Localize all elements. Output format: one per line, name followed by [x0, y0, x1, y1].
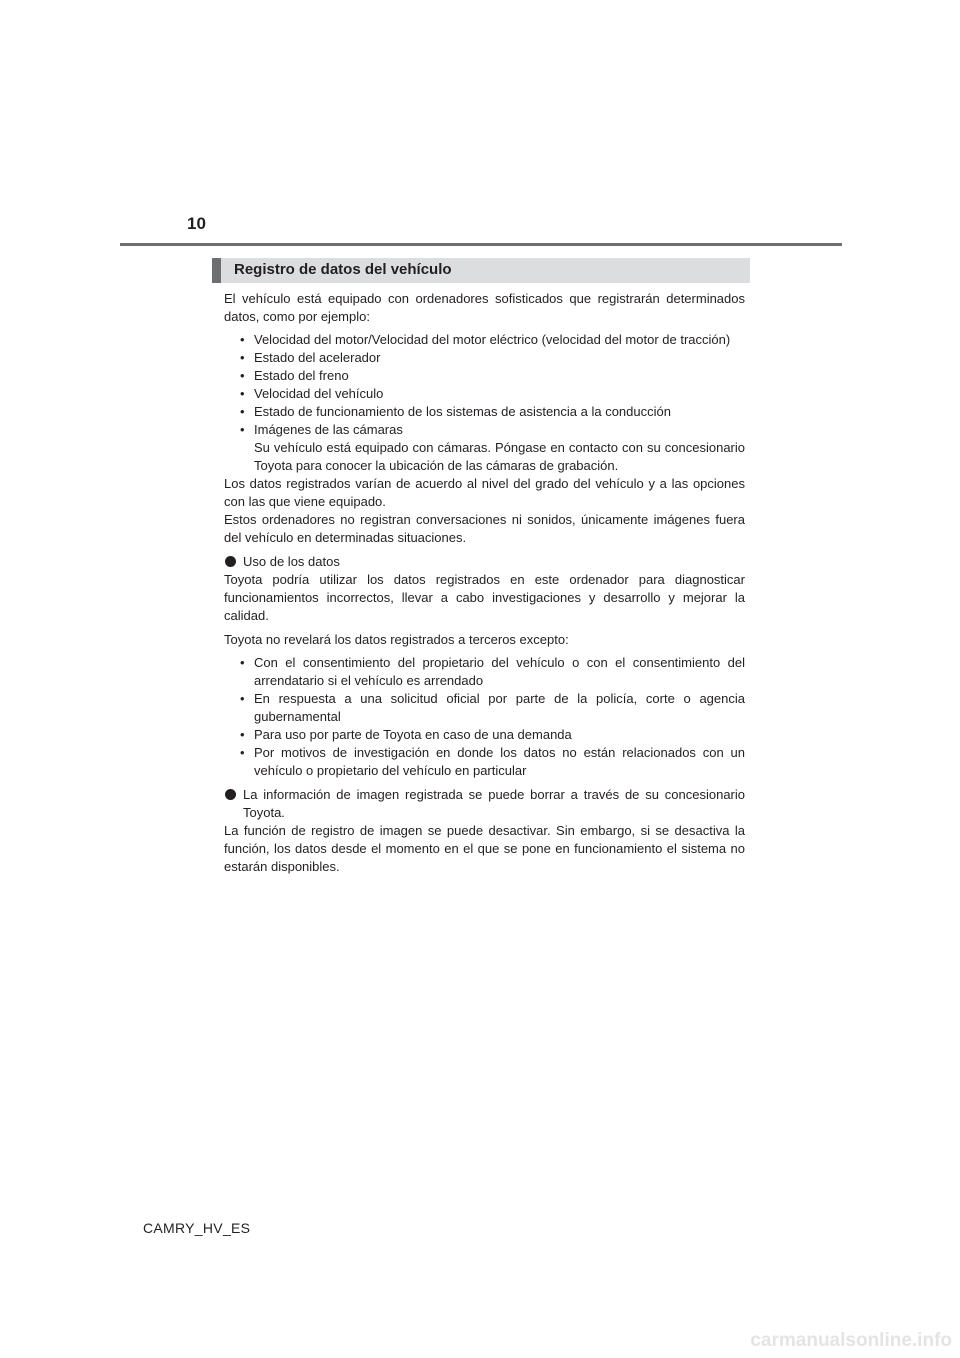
page-number: 10 — [187, 214, 206, 233]
disclosure-list — [224, 654, 745, 780]
image-disable-paragraph: La función de registro de imagen se puede desactivar. Sin embargo, si se desactiva la función, los datos desde el momento en el que se pone en funcionamiento el sistema no estarán disponibles. — [224, 823, 745, 874]
section-title: Registro de datos del vehículo — [234, 261, 452, 278]
footer-code: CAMRY_HV_ES — [143, 1220, 251, 1236]
section-header — [212, 258, 750, 283]
bullet-dot-icon — [225, 789, 236, 800]
header-rule — [120, 243, 842, 246]
list-item: • Por motivos de investigación en donde los datos no están relacionados con un vehículo o propietario del vehículo en particular — [224, 744, 745, 780]
image-delete-text: La información de imagen registrada se puede borrar a través de su concesionario Toyota. — [243, 787, 745, 820]
body-content — [224, 290, 745, 876]
list-item: • Con el consentimiento del propietario del vehículo o con el consentimiento del arrendatario si el vehículo es arrendado — [224, 654, 745, 690]
image-delete-item — [224, 786, 745, 822]
bullet-dot-icon — [225, 556, 236, 567]
recorded-data-list — [224, 331, 745, 475]
list-item: • Para uso por parte de Toyota en caso de una demanda — [224, 726, 745, 744]
use-heading: Uso de los datos — [243, 554, 340, 569]
list-item: • En respuesta a una solicitud oficial por parte de la policía, corte o agencia gubernamental — [224, 690, 745, 726]
list-item: • Estado del freno — [224, 367, 745, 385]
watermark: carmanualsonline.info — [750, 1330, 952, 1351]
cameras-note: Su vehículo está equipado con cámaras. Póngase en contacto con su concesionario Toyota para conocer la ubicación de las cámaras de grabación. — [254, 440, 745, 473]
varies-paragraph: Los datos registrados varían de acuerdo al nivel del grado del vehículo y a las opciones con las que viene equipado. — [224, 476, 745, 509]
intro-paragraph: El vehículo está equipado con ordenadores sofisticados que registrarán determinados datos, como por ejemplo: — [224, 291, 745, 324]
list-item-label: Imágenes de las cámaras — [254, 422, 403, 437]
no-record-paragraph: Estos ordenadores no registran conversaciones ni sonidos, únicamente imágenes fuera del vehículo en determinadas situaciones. — [224, 512, 745, 545]
use-paragraph: Toyota podría utilizar los datos registrados en este ordenador para diagnosticar funcionamientos incorrectos, llevar a cabo investigaciones y desarrollo y mejorar la calidad. — [224, 572, 745, 623]
list-item: • Velocidad del vehículo — [224, 385, 745, 403]
list-item: • Estado de funcionamiento de los sistemas de asistencia a la conducción — [224, 403, 745, 421]
use-heading-item — [224, 553, 745, 571]
list-item: • Velocidad del motor/Velocidad del motor eléctrico (velocidad del motor de tracción) — [224, 331, 745, 349]
list-item-cameras — [224, 421, 745, 475]
disclosure-intro: Toyota no revelará los datos registrados a terceros excepto: — [224, 632, 569, 647]
list-item: • Estado del acelerador — [224, 349, 745, 367]
